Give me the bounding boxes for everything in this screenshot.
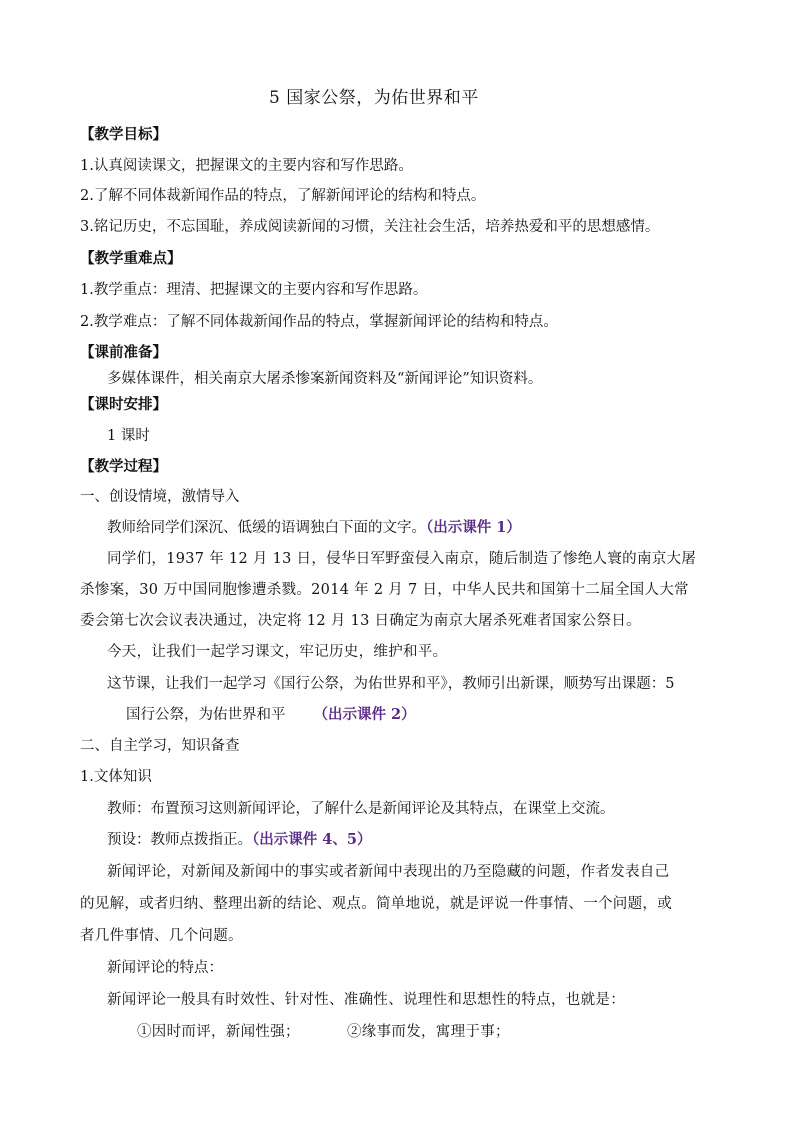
part2-teacher-line: 教师：布置预习这则新闻评论，了解什么是新闻评论及其特点，在课堂上交流。 [107,801,615,817]
page-title: 5 国家公祭，为佑世界和平 [269,88,479,108]
part1-heading: 一、创设情境，激情导入 [80,489,240,505]
process-heading: 【教学过程】 [80,458,167,475]
part2-para-line-1: 新闻评论，对新闻及新闻中的事实或者新闻中表现出的乃至隐藏的问题，作者发表自己 [107,864,670,880]
objectives-heading: 【教学目标】 [80,126,167,143]
part1-intro-line [107,518,521,538]
part2-heading: 二、自主学习，知识备查 [80,738,240,754]
objective-item-3: 3.铭记历史，不忘国耻，养成阅读新闻的习惯，关注社会生活，培养热爱和平的思想感情。 [80,219,660,235]
keypoint-item-2: 2.教学难点：了解不同体裁新闻作品的特点，掌握新闻评论的结构和特点。 [80,314,558,330]
part1-para-line-2: 杀惨案，30 万中国同胞惨遭杀戮。2014 年 2 月 7 日，中华人民共和国第十二届全国人大常 [80,582,689,598]
schedule-heading: 【课时安排】 [80,396,167,413]
feature-item-1: ①因时而评，新闻性强； [137,1024,300,1040]
part2-subheading: 1.文体知识 [80,769,152,785]
part2-preset-text: 预设：教师点拨指正。 [107,832,252,848]
part1-line-today: 今天，让我们一起学习课文，牢记历史，维护和平。 [107,644,448,660]
part2-para-line-2: 的见解，或者归纳、整理出新的结论、观点。简单地说，就是评说一件事情、一个问题，或 [80,896,672,912]
part1-para-line-1: 同学们，1937 年 12 月 13 日，侵华日军野蛮侵入南京，随后制造了惨绝人寰的南京大屠 [107,551,697,567]
part2-para-line-3: 者几件事情、几个问题。 [80,928,243,944]
keypoints-heading: 【教学重难点】 [80,250,182,267]
features-heading: 新闻评论的特点： [107,960,223,976]
prep-text: 多媒体课件，相关南京大屠杀惨案新闻资料及“新闻评论”知识资料。 [107,371,543,387]
part1-line-lesson: 这节课，让我们一起学习《国行公祭，为佑世界和平》，教师引出新课，顺势写出课题：5 [107,676,675,692]
part1-para-line-3: 委会第七次会议表决通过，决定将 12 月 13 日确定为南京大屠杀死难者国家公祭日。 [80,613,641,629]
features-intro: 新闻评论一般具有时效性、针对性、准确性、说理性和思想性的特点，也就是： [107,992,625,1008]
prep-heading: 【课前准备】 [80,344,167,361]
part1-topic-line [126,705,416,725]
courseware-ref-1: （出示课件 1） [426,519,521,536]
objective-item-2: 2.了解不同体裁新闻作品的特点，了解新闻评论的结构和特点。 [80,188,486,204]
objective-item-1: 1.认真阅读课文，把握课文的主要内容和写作思路。 [80,158,413,174]
courseware-ref-3: （出示课件 4、5） [252,831,372,848]
part2-preset-line [107,830,371,850]
part1-intro-text: 教师给同学们深沉、低缓的语调独白下面的文字。 [107,520,426,536]
part1-topic-text: 国行公祭，为佑世界和平 [126,707,286,723]
feature-item-2: ②缘事而发，寓理于事； [347,1024,510,1040]
courseware-ref-2: （出示课件 2） [313,706,416,723]
schedule-text: 1 课时 [107,428,150,444]
keypoint-item-1: 1.教学重点：理清、把握课文的主要内容和写作思路。 [80,282,428,298]
